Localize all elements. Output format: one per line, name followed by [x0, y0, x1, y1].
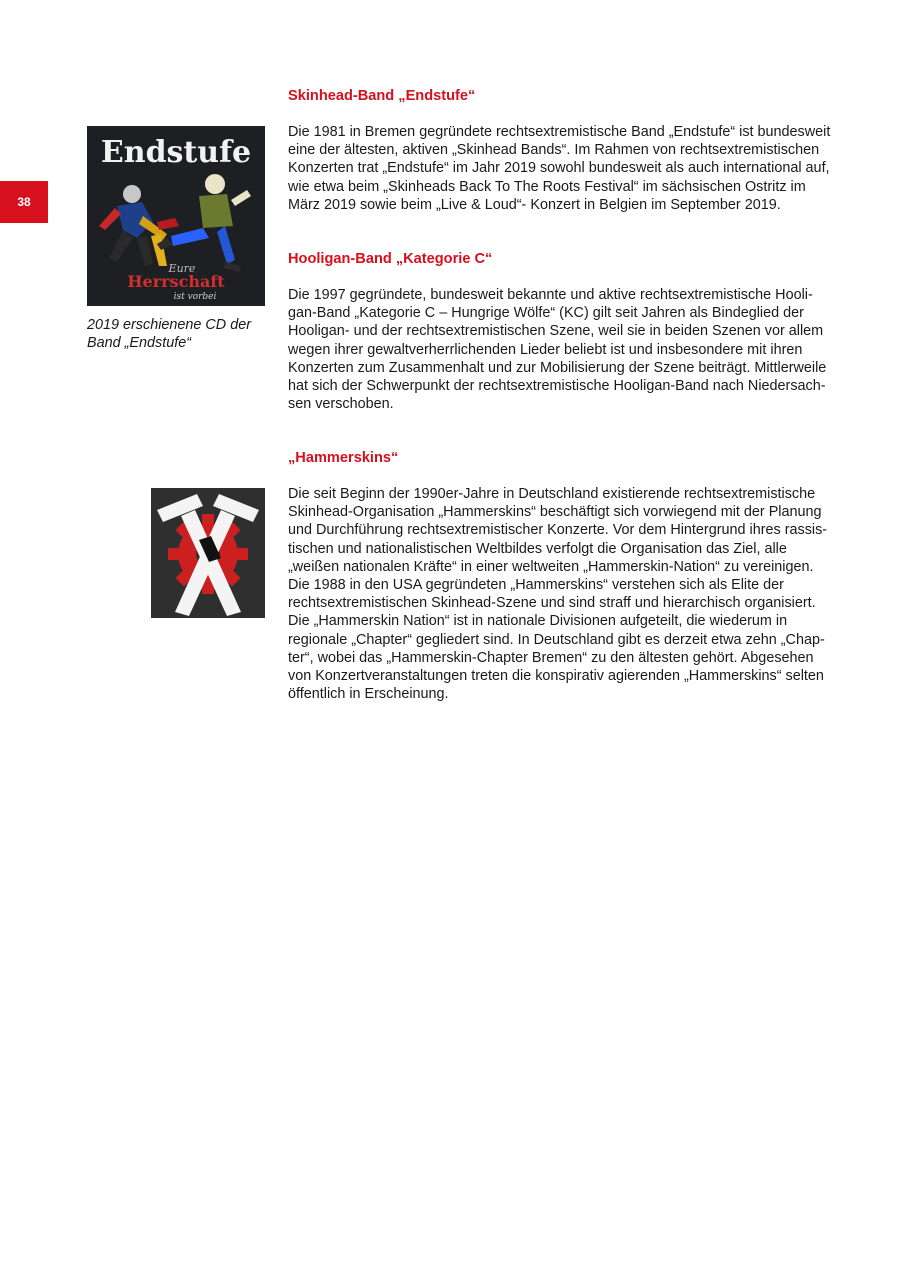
hammerskins-logo	[151, 488, 265, 618]
section-heading: Hooligan-Band „Kategorie C“	[288, 251, 493, 267]
cd-cover-illustration	[87, 126, 265, 306]
cd-title: Endstufe	[100, 135, 252, 170]
paragraph-line: und Durchführung rechtsextremistischer Konzerte. Vor dem Hintergrund ihres rassis-	[288, 522, 828, 539]
cd-subtitle-line3: ist vorbei	[173, 292, 217, 302]
paragraph-line: hat sich der Schwerpunkt der rechtsextremistische Hooligan-Band nach Niedersach-	[288, 378, 826, 395]
section-paragraph	[288, 485, 833, 703]
paragraph-line: „weißen nationalen Kräfte“ in einer weltweiten „Hammerskin-Nation“ zu vereinigen.	[288, 558, 814, 575]
page-number-tab	[0, 181, 48, 223]
paragraph-line: gan-Band „Kategorie C – Hungrige Wölfe“ (KC) gilt seit Jahren als Bindeglied der	[288, 305, 804, 322]
paragraph-line: Die 1988 in den USA gegründeten „Hammerskins“ verstehen sich als Elite der	[288, 577, 784, 594]
section-kategorie-c	[288, 250, 833, 413]
paragraph-line: Skinhead-Organisation „Hammerskins“ beschäftigt sich vorwiegend mit der Planung	[288, 504, 822, 521]
paragraph-line: Die 1981 in Bremen gegründete rechtsextremistische Band „Endstufe“ ist bundesweit	[288, 124, 831, 140]
section-hammerskins	[288, 449, 833, 703]
cd-cover-image	[87, 126, 265, 306]
paragraph-line: März 2019 sowie beim „Live & Loud“- Konzert in Belgien im September 2019.	[288, 196, 781, 213]
crossed-hammers-gear-icon	[151, 488, 265, 618]
paragraph-line: öffentlich in Erscheinung.	[288, 686, 449, 703]
image-caption	[87, 316, 277, 352]
caption-line: Band „Endstufe“	[87, 335, 191, 351]
section-heading: Skinhead-Band „Endstufe“	[288, 88, 476, 104]
paragraph-line: Hooligan- und der rechtsextremistischen Szene, weil sie in beiden Szenen vor allem	[288, 323, 824, 340]
paragraph-line: von Konzertveranstaltungen treten die konspirativ agierenden „Hammerskins“ selten	[288, 668, 824, 685]
paragraph-line: eine der ältesten, aktiven „Skinhead Bands“. Im Rahmen von rechtsextremistischen	[288, 142, 820, 159]
paragraph-line: Konzerten trat „Endstufe“ im Jahr 2019 sowohl bundesweit als auch international auf,	[288, 160, 830, 177]
paragraph-line: regionale „Chapter“ gegliedert sind. In Deutschland gibt es derzeit etwa zehn „Chap-	[288, 631, 825, 648]
paragraph-line: Die seit Beginn der 1990er-Jahre in Deutschland existierende rechtsextremistische	[288, 486, 816, 502]
paragraph-line: ter“, wobei das „Hammerskin-Chapter Bremen“ zu den ältesten gehört. Abgesehen	[288, 649, 814, 666]
section-endstufe	[288, 87, 833, 214]
page-number: 38	[17, 195, 31, 209]
paragraph-line: wie etwa beim „Skinheads Back To The Roots Festival“ im sächsischen Ostritz im	[288, 178, 806, 195]
cd-subtitle-line1: Eure	[168, 262, 196, 275]
paragraph-line: Die „Hammerskin Nation“ ist in nationale Divisionen aufgeteilt, die wiederum in	[288, 613, 788, 630]
paragraph-line: tischen und nationalistischen Weltbildes verfolgt die Organisation das Ziel, alle	[288, 540, 787, 557]
paragraph-line: Konzerten zum Zusammenhalt und zur Mobilisierung der Szene beiträgt. Mittlerweile	[288, 359, 827, 376]
cd-subtitle-line2: Herrschaft	[127, 272, 225, 291]
caption-line: 2019 erschienene CD der	[87, 317, 251, 333]
paragraph-line: Die 1997 gegründete, bundesweit bekannte und aktive rechtsextremistische Hooli-	[288, 287, 813, 303]
paragraph-line: rechtsextremistischen Skinhead-Szene und sind straff und hierarchisch organisiert.	[288, 595, 816, 612]
section-heading: „Hammerskins“	[288, 450, 399, 466]
section-paragraph	[288, 123, 833, 214]
paragraph-line: sen verschoben.	[288, 396, 394, 413]
section-paragraph	[288, 286, 833, 413]
paragraph-line: wegen ihrer gewaltverherrlichenden Lieder beliebt ist und insbesondere mit ihren	[288, 341, 803, 358]
